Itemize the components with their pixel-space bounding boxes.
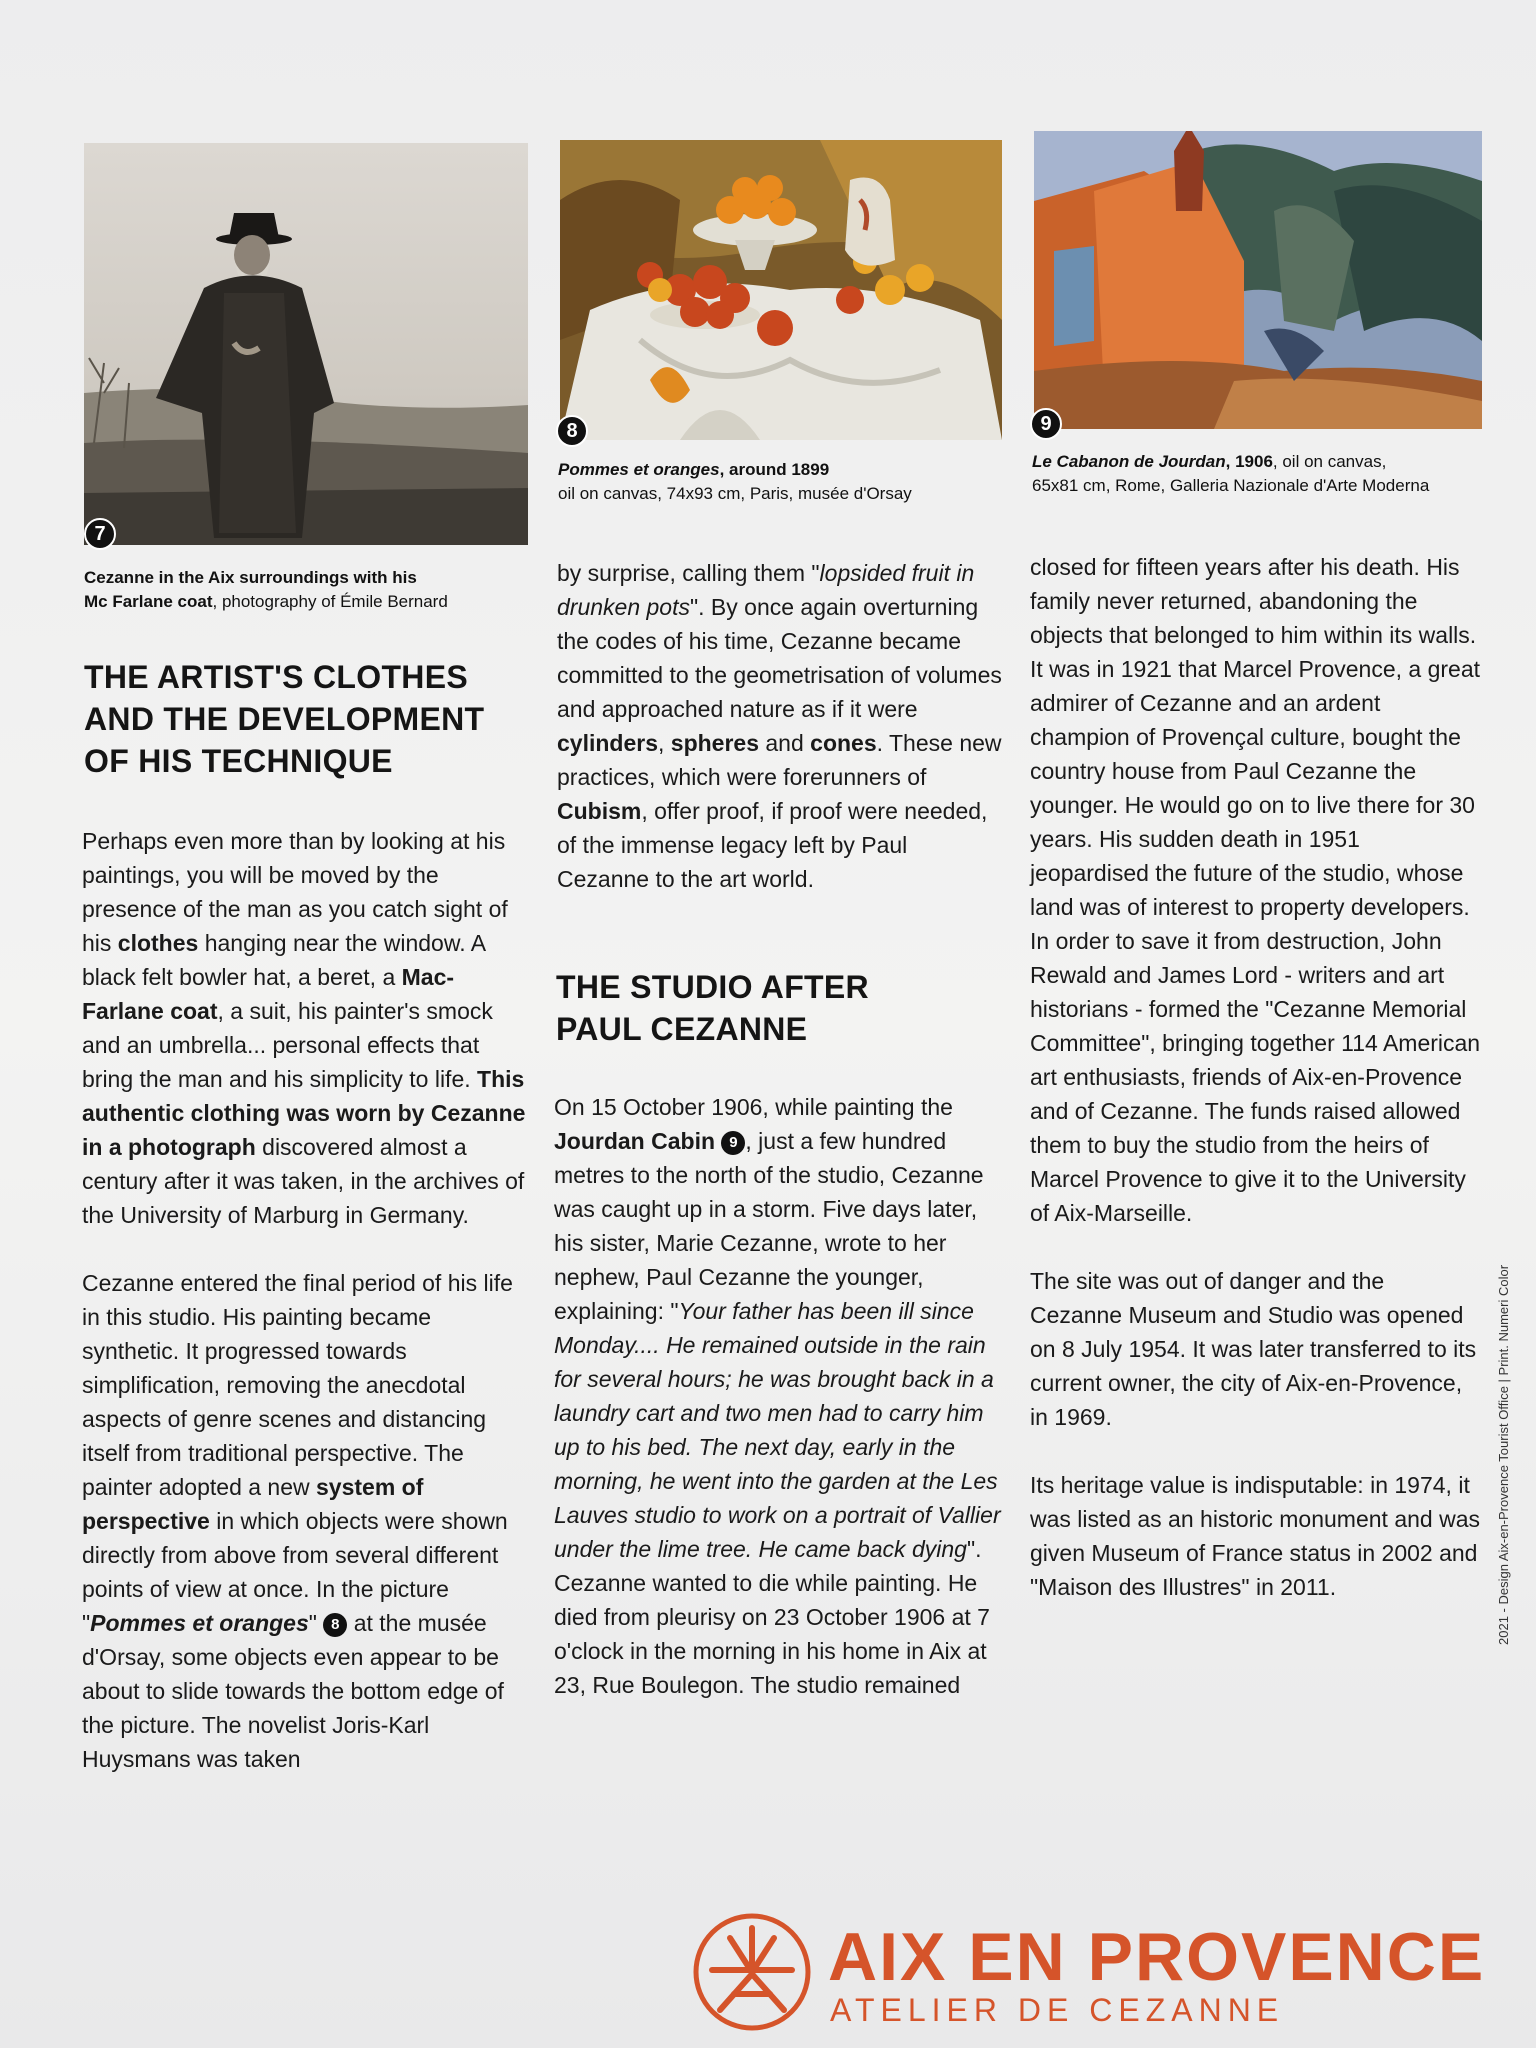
text-span: , a suit, his painter's smock and an umbrella... personal effects that bring the man and his simplicity to life.: [82, 998, 493, 1092]
figure-8-caption-date: , around 1899: [719, 460, 830, 479]
figure-badge-7: 7: [84, 518, 116, 550]
figure-7-caption-rest: , photography of Émile Bernard: [212, 592, 448, 611]
figure-8-caption-title: Pommes et oranges: [558, 460, 720, 479]
section-heading-studio-l2: PAUL CEZANNE: [556, 1011, 808, 1047]
figure-8-caption: [558, 458, 1008, 506]
atelier-logo: [690, 1908, 1490, 2038]
heritage-paragraph: Its heritage value is indisputable: in 1974, it was listed as an historic monument and was given Museum of France status in 2002 and "Maison des Illustres" in 2011.: [1030, 1472, 1480, 1600]
text-span: ". Cezanne wanted to die while painting. He died from pleurisy on 23 October 1906 at 7 o'clock in the morning in his home in Aix at 23, Rue Boulegon. The studio remained: [554, 1536, 990, 1698]
section-heading-clothes-l3: OF HIS TECHNIQUE: [84, 743, 393, 779]
text-span: in which objects were shown directly from above from several different points of view at once. In the picture ": [82, 1508, 508, 1636]
text-span: at the musée d'Orsay, some objects even appear to be about to slide towards the bottom edge of the picture. The novelist Joris-Karl Huysmans was taken: [82, 1610, 504, 1772]
text-bold: cylinders: [557, 730, 658, 756]
text-bold-italic: Pommes et oranges: [90, 1610, 309, 1636]
text-bold: spheres: [670, 730, 759, 756]
cabanon-de-jourdan-painting: [1034, 131, 1482, 429]
text-span: Cezanne entered the final period of his life in this studio. His painting became synthetic. It progressed towards simplification, removing the anecdotal aspects of genre scenes and distancing itself from traditional perspective. The painter adopted a new: [82, 1270, 513, 1500]
text-span: Perhaps even more than by looking at his paintings, you will be moved by the presence of the man as you catch sight of his: [82, 828, 508, 956]
section-heading-clothes: [84, 656, 544, 782]
pommes-et-oranges-painting: [560, 140, 1002, 440]
section-heading-studio: [556, 966, 1002, 1050]
text-italic: lopsided fruit in drunken pots: [557, 560, 975, 620]
text-span: ": [308, 1610, 324, 1636]
column-2-text: [557, 556, 1003, 930]
technique-paragraph: [82, 1266, 526, 1776]
figure-7-caption-bold2: Mc Farlane coat: [84, 592, 213, 611]
museum-opening-paragraph: The site was out of danger and the Cezanne Museum and Studio was opened on 8 July 1954. It was later transferred to its current owner, the city of Aix-en-Provence, in 1969.: [1030, 1268, 1477, 1430]
text-span: . These new practices, which were forerunners of: [557, 730, 1002, 790]
text-span: , just a few hundred metres to the north of the studio, Cezanne was caught up in a storm. Five days later, his sister, Marie Cezanne, wrote to her nephew, Paul Cezanne the younger, explaining: ": [554, 1128, 984, 1324]
cabanon-de-jourdan-art: [1034, 131, 1482, 429]
text-italic: Your father has been ill since Monday.... He remained outside in the rain for several hours; he was brought back in a laundry cart and two men had to carry him up to his bed. The next day, early in the morning, he went into the garden at the Les Lauves studio to work on a portrait of Vallier under the lime tree. He came back dying: [554, 1298, 1001, 1562]
text-span: ,: [658, 730, 671, 756]
text-bold: This authentic clothing was worn by Cezanne in a photograph: [82, 1066, 526, 1160]
text-bold: Cubism: [557, 798, 642, 824]
cezanne-photograph-art: [84, 143, 528, 545]
text-bold: Mac-Farlane coat: [82, 964, 455, 1024]
text-bold: system of perspective: [82, 1474, 424, 1534]
column-3-text: [1030, 550, 1482, 1638]
figure-8-caption-rest: oil on canvas, 74x93 cm, Paris, musée d'Orsay: [558, 484, 912, 503]
figure-ref-8: 8: [323, 1613, 347, 1637]
text-bold: clothes: [117, 930, 199, 956]
figure-9-caption-title: Le Cabanon de Jourdan: [1032, 452, 1226, 471]
atelier-logo-icon: [690, 1910, 814, 2034]
figure-9-caption-date: , 1906: [1225, 452, 1273, 471]
cezanne-photograph: [84, 143, 528, 545]
pommes-et-oranges-art: [560, 140, 1002, 440]
text-span: hanging near the window. A black felt bowler hat, a beret, a: [82, 930, 485, 990]
death-paragraph: [554, 1090, 1002, 1702]
text-span: On 15 October 1906, while painting the: [554, 1094, 953, 1120]
logo-title: AIX EN PROVENCE: [828, 1919, 1486, 1995]
section-heading-studio-l1: THE STUDIO AFTER: [556, 969, 869, 1005]
figure-9-caption-rest2: 65x81 cm, Rome, Galleria Nazionale d'Arte Moderna: [1032, 476, 1430, 495]
figure-badge-8: 8: [556, 415, 588, 447]
geometrisation-paragraph: [557, 556, 1003, 896]
figure-7-caption: [84, 566, 544, 614]
section-heading-clothes-l2: AND THE DEVELOPMENT: [84, 701, 485, 737]
text-bold: Jourdan Cabin: [554, 1128, 716, 1154]
text-span: and: [759, 730, 811, 756]
figure-7-caption-bold: Cezanne in the Aix surroundings with his: [84, 568, 417, 587]
figure-ref-9: 9: [721, 1131, 745, 1155]
column-1-text: [82, 824, 526, 1810]
figure-9-caption: [1032, 450, 1492, 498]
rescue-paragraph: closed for fifteen years after his death. His family never returned, abandoning the objects that belonged to him within its walls. It was in 1921 that Marcel Provence, a great admirer of Cezanne and an ardent champion of Provençal culture, bought the country house from Paul Cezanne the younger. He would go on to live there for 30 years. His sudden death in 1951 jeopardised the future of the studio, whose land was of interest to property developers. In order to save it from destruction, John Rewald and James Lord - writers and art historians - formed the "Cezanne Memorial Committee", bringing together 114 American art enthusiasts, friends of Aix-en-Provence and of Cezanne. The funds raised allowed them to buy the studio from the heirs of Marcel Provence to give it to the University of Aix-Marseille.: [1030, 554, 1481, 1226]
text-span: ". By once again overturning the codes of his time, Cezanne became committed to the geometrisation of volumes and approached nature as if it were: [557, 594, 1002, 722]
clothes-paragraph: [82, 824, 526, 1232]
text-span: discovered almost a century after it was taken, in the archives of the University of Marburg in Germany.: [82, 1134, 525, 1228]
text-span: , offer proof, if proof were needed, of the immense legacy left by Paul Cezanne to the art world.: [557, 798, 988, 892]
figure-9-caption-rest1: , oil on canvas,: [1272, 452, 1387, 471]
print-credit: 2021 - Design Aix-en-Provence Tourist Office | Print. Numeri Color: [1496, 1264, 1511, 1645]
section-heading-clothes-l1: THE ARTIST'S CLOTHES: [84, 659, 468, 695]
text-span: by surprise, calling them ": [557, 560, 820, 586]
column-2-studio-text: [554, 1090, 1002, 1736]
figure-badge-9: 9: [1030, 408, 1062, 440]
logo-subtitle: ATELIER DE CEZANNE: [830, 1992, 1285, 2028]
text-bold: cones: [810, 730, 877, 756]
